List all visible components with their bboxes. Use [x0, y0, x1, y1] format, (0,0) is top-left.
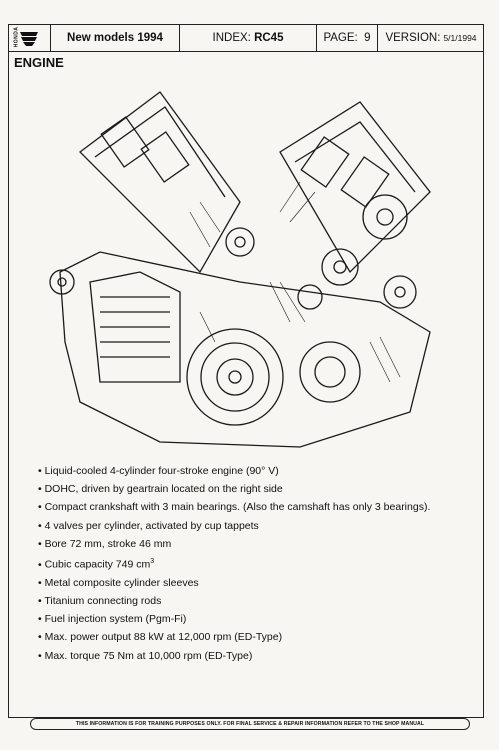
header-page: [317, 24, 378, 51]
spec-item: • Liquid-cooled 4-cylinder four-stroke engine (90° V): [38, 462, 430, 480]
header-version: [378, 24, 484, 51]
spec-item: • Bore 72 mm, stroke 46 mm: [38, 535, 430, 553]
spec-item: • Fuel injection system (Pgm-Fi): [38, 610, 430, 628]
spec-item: • Compact crankshaft with 3 main bearings. (Also the camshaft has only 3 bearings).: [38, 498, 430, 516]
footer-disclaimer: THIS INFORMATION IS FOR TRAINING PURPOSES ONLY. FOR FINAL SERVICE & REPAIR INFORMATION REFER TO THE SHOP MANUAL: [30, 718, 470, 730]
spec-item: • Cubic capacity 749 $cm^3$: [38, 553, 430, 574]
index-label: INDEX:: [212, 31, 251, 44]
logo-text: HONDA: [13, 26, 20, 48]
spec-item: • Max. torque 75 Nm at 10,000 rpm (ED-Type): [38, 647, 430, 665]
page-label: PAGE:: [323, 31, 358, 44]
honda-wing-icon: [18, 28, 40, 48]
spec-item: • DOHC, driven by geartrain located on the right side: [38, 480, 430, 498]
engine-specifications: [38, 462, 430, 665]
page-header: [8, 24, 484, 52]
honda-logo: [8, 24, 51, 51]
engine-cutaway-illustration: [40, 82, 460, 462]
header-index: [180, 24, 317, 51]
spec-item: • 4 valves per cylinder, activated by cup tappets: [38, 517, 430, 535]
page-value: 9: [364, 31, 371, 44]
version-value: 5/1/1994: [443, 32, 477, 43]
header-models: New models 1994: [51, 24, 180, 51]
superscript: 3: [150, 558, 155, 566]
spec-item: • Metal composite cylinder sleeves: [38, 574, 430, 592]
index-value: RC45: [254, 31, 284, 44]
spec-item: • Max. power output 88 kW at 12,000 rpm (ED-Type): [38, 628, 430, 646]
spec-item: • Titanium connecting rods: [38, 592, 430, 610]
version-label: VERSION:: [385, 31, 441, 44]
section-title: ENGINE: [14, 55, 64, 70]
